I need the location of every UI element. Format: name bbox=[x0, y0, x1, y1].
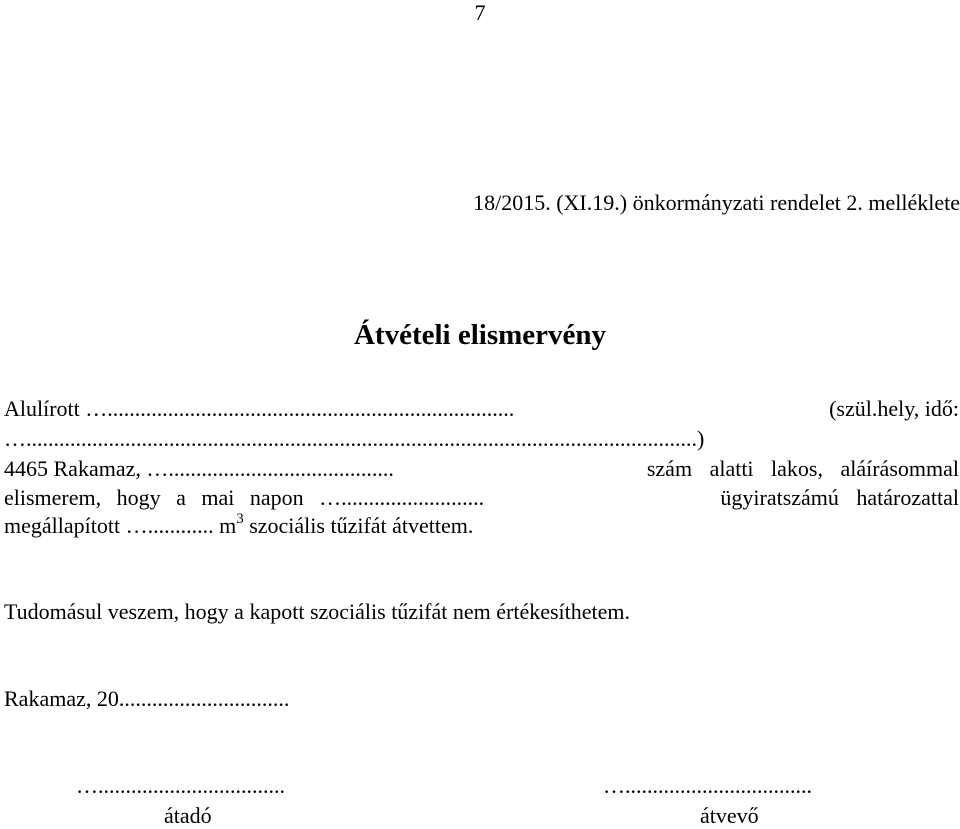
decision-number-blank: .......................... bbox=[341, 485, 485, 510]
body-line-3-end: szám alatti lakos, aláírásommal bbox=[646, 456, 959, 481]
unit-exponent: 3 bbox=[236, 510, 244, 527]
body-line-4-prefix: elismerem, hogy a mai napon … bbox=[4, 485, 342, 510]
quantity-blank: ............ bbox=[147, 513, 214, 538]
body-line-5 bbox=[4, 510, 959, 539]
body-line-1-start bbox=[4, 396, 514, 422]
attachment-header: 18/2015. (XI.19.) önkormányzati rendelet 2. melléklete bbox=[473, 190, 960, 215]
body-line-1-prefix: Alulírott … bbox=[4, 396, 108, 421]
acknowledgement-notice: Tudomásul veszem, hogy a kapott szociális tűzifát nem értékesíthetem. bbox=[4, 599, 631, 624]
handover-signature-line: ….................................. bbox=[76, 773, 285, 798]
body-line-4-end: ügyiratszámú határozattal bbox=[720, 485, 959, 510]
name-blank: .......................................................................... bbox=[107, 396, 515, 421]
handover-signature-label: átadó bbox=[164, 803, 212, 828]
body-line-3-prefix: 4465 Rakamaz, … bbox=[4, 456, 169, 481]
body-line-4-start bbox=[4, 485, 484, 511]
body-line-5-end: szociális tűzifát átvettem. bbox=[249, 513, 474, 538]
body-line-4 bbox=[4, 485, 959, 511]
unit-label: m bbox=[219, 513, 237, 538]
receiver-signature-label: átvevő bbox=[700, 803, 759, 828]
body-line-5-prefix: megállapított … bbox=[4, 513, 148, 538]
body-line-3-start bbox=[4, 456, 394, 482]
receiver-signature-line: ….................................. bbox=[603, 773, 812, 798]
body-line-1-end: (szül.hely, idő: bbox=[829, 396, 959, 421]
address-blank: ......................................... bbox=[168, 456, 394, 481]
date-line: Rakamaz, 20............................... bbox=[4, 686, 290, 711]
body-line-1 bbox=[4, 396, 959, 422]
document-title: Átvételi elismervény bbox=[353, 319, 607, 351]
page-number: 7 bbox=[474, 0, 486, 25]
body-line-3 bbox=[4, 456, 959, 482]
body-line-2 bbox=[4, 426, 959, 458]
birth-details-blank: …..........................................................................................................................) bbox=[4, 426, 705, 451]
